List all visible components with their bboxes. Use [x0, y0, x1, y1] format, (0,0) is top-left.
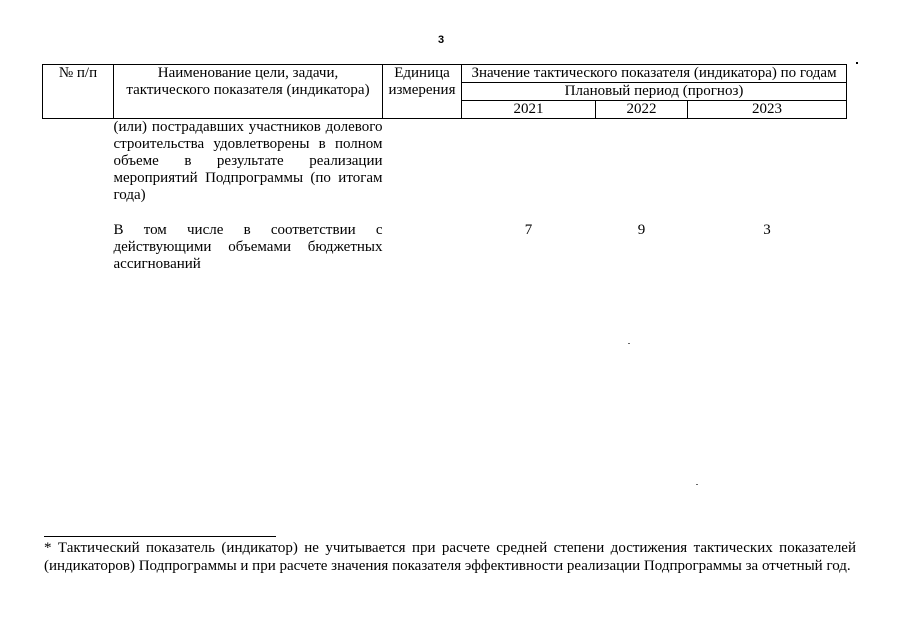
- footnote: * Тактический показатель (индикатор) не учитывается при расчете средней степени достижения тактических показателей (индикаторов) Подпрограммы и при расчете значения показателя эффективности реализации Подпрограммы за отчетный год.: [44, 540, 856, 574]
- header-num: № п/п: [43, 65, 114, 119]
- indicators-table: [42, 64, 847, 273]
- row-name: [114, 222, 383, 273]
- scan-speck: [856, 62, 858, 64]
- row-value-2023: 3: [763, 222, 771, 238]
- header-year-2022: 2022: [596, 101, 688, 119]
- row-name-text: В том числе в соответствии с действующими объемами бюджетных ассигнований: [113, 222, 383, 272]
- header-value-group: Значение тактического показателя (индикатора) по годам: [462, 65, 847, 83]
- header-name: Наименование цели, задачи, тактического показателя (индикатора): [114, 65, 383, 119]
- row-name-text: (или) пострадавших участников долевого строительства удовлетворены в полном объеме в результате реализации мероприятий Подпрограммы (по итогам года): [113, 119, 383, 203]
- row-value-2023: [688, 119, 847, 205]
- row-unit: [383, 119, 462, 205]
- row-value-2022: [596, 119, 688, 205]
- header-unit: Единица измерения: [383, 65, 462, 119]
- scan-speck: [696, 484, 698, 485]
- scan-speck: [628, 343, 630, 344]
- row-value-2021: 7: [524, 222, 533, 238]
- row-value-2022: 9: [637, 222, 646, 238]
- row-unit: [383, 222, 462, 273]
- row-num: [43, 119, 114, 205]
- footnote-separator: [44, 536, 276, 537]
- header-year-2021: 2021: [462, 101, 596, 119]
- row-spacer: [43, 204, 847, 222]
- header-year-2023: 2023: [688, 101, 847, 119]
- row-name: [114, 119, 383, 205]
- row-value-2021: [462, 119, 596, 205]
- table-row: [43, 222, 847, 273]
- header-planning-period: Плановый период (прогноз): [462, 83, 847, 101]
- table-row: [43, 119, 847, 205]
- page-number: 3: [438, 34, 445, 46]
- row-num: [43, 222, 114, 273]
- table-header: [43, 65, 847, 119]
